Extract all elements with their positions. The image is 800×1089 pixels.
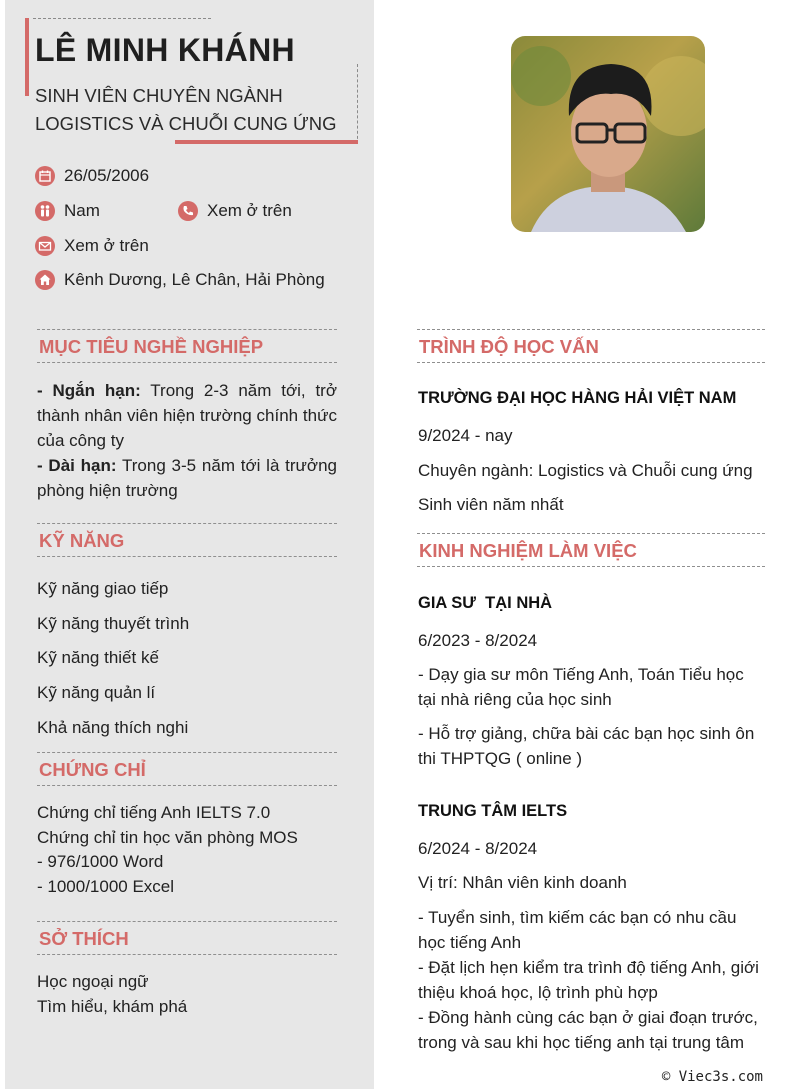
accent-bar <box>175 140 358 144</box>
contact-phone <box>178 201 292 221</box>
objective-text <box>37 378 337 503</box>
job-bullet: - Tuyển sinh, tìm kiếm các bạn có nhu cầu học tiếng Anh <box>418 908 737 952</box>
objective-long-label: - Dài hạn: <box>37 456 117 475</box>
envelope-icon <box>35 236 55 256</box>
home-icon <box>35 270 55 290</box>
job-bullet: - Đồng hành cùng các bạn ở giai đoạn trước, trong và sau khi học tiếng anh tại trung tâm <box>418 1008 758 1052</box>
list-item: Chứng chỉ tiếng Anh IELTS 7.0 <box>37 803 271 822</box>
list-item: - 1000/1000 Excel <box>37 877 175 897</box>
full-name: LÊ MINH KHÁNH <box>35 32 295 68</box>
job-bullet: - Hỗ trợ giảng, chữa bài các bạn học sinh ôn thi THPTQG ( online ) <box>418 724 755 768</box>
education-status: Sinh viên năm nhất <box>418 495 564 514</box>
job-title-line1: SINH VIÊN CHUYÊN NGÀNH <box>35 85 283 106</box>
accent-bar <box>25 18 29 96</box>
contact-email <box>35 236 149 256</box>
email-value: Xem ở trên <box>64 236 149 255</box>
contact-gender <box>35 201 100 221</box>
experience-heading-text: KINH NGHIỆM LÀM VIỆC <box>419 540 637 561</box>
certificates-heading <box>37 752 337 786</box>
phone-value: Xem ở trên <box>207 201 292 220</box>
list-item: Tìm hiểu, khám phá <box>37 996 188 1016</box>
objective-heading-text: MỤC TIÊU NGHỀ NGHIỆP <box>39 336 264 357</box>
phone-icon <box>178 201 198 221</box>
name-header <box>25 18 358 144</box>
job-bullet: - Đặt lịch hẹn kiểm tra trình độ tiếng Anh, giới thiệu khoá học, lộ trình phù hợp <box>418 958 759 1002</box>
list-item: Kỹ năng giao tiếp <box>37 579 169 598</box>
contact-address <box>35 270 325 290</box>
calendar-icon <box>35 166 55 186</box>
list-item: Kỹ năng thuyết trình <box>37 613 190 633</box>
education-heading <box>417 329 765 363</box>
skills-heading-text: KỸ NĂNG <box>39 530 125 551</box>
job-period: 6/2023 - 8/2024 <box>418 631 538 650</box>
job-title: GIA SƯ TẠI NHÀ <box>418 594 553 612</box>
certificates-heading-text: CHỨNG CHỈ <box>39 759 146 780</box>
hobbies-list <box>37 970 337 1019</box>
contact-birthday <box>35 166 149 186</box>
list-item: Kỹ năng quản lí <box>37 683 156 703</box>
education-heading-text: TRÌNH ĐỘ HỌC VẤN <box>419 336 599 357</box>
job-title: TRUNG TÂM IELTS <box>418 802 568 820</box>
hobbies-heading-text: SỞ THÍCH <box>39 928 129 949</box>
hobbies-heading <box>37 921 337 955</box>
list-item: Khả năng thích nghi <box>37 717 189 737</box>
skills-heading <box>37 523 337 557</box>
objective-short <box>37 378 337 453</box>
objective-long <box>37 453 337 503</box>
experience-heading <box>417 533 765 567</box>
list-item: Học ngoại ngữ <box>37 972 149 991</box>
skills-list <box>37 572 337 746</box>
job-period: 6/2024 - 8/2024 <box>418 839 538 858</box>
gender-value: Nam <box>64 201 100 220</box>
gender-icon <box>35 201 55 221</box>
job-bullet: - Dạy gia sư môn Tiếng Anh, Toán Tiểu học tại nhà riêng của học sinh <box>418 665 744 709</box>
footer-credit: © Viec3s.com <box>661 1069 763 1085</box>
list-item: Kỹ năng thiết kế <box>37 648 159 668</box>
job-bullets <box>418 905 766 1055</box>
divider <box>357 64 358 144</box>
job-title <box>35 82 337 138</box>
education-major: Chuyên ngành: Logistics và Chuỗi cung ứng <box>418 461 753 480</box>
birthday-value: 26/05/2006 <box>64 166 150 185</box>
objective-long-text: Trong 3-5 năm tới là trưởng phòng hiện trường <box>37 456 337 500</box>
education-period: 9/2024 - nay <box>418 426 513 445</box>
address-value: Kênh Dương, Lê Chân, Hải Phòng <box>64 270 325 289</box>
divider <box>33 18 211 19</box>
list-item: - 976/1000 Word <box>37 852 164 872</box>
list-item: Chứng chỉ tin học văn phòng MOS <box>37 827 298 847</box>
objective-short-text: Trong 2-3 năm tới, trở thành nhân viên hiện trường chính thức của công ty <box>37 381 337 450</box>
objective-heading <box>37 329 337 363</box>
school-name: TRƯỜNG ĐẠI HỌC HÀNG HẢI VIỆT NAM <box>418 389 737 407</box>
objective-short-label: - Ngắn hạn: <box>37 381 141 400</box>
job-title-line2: LOGISTICS VÀ CHUỖI CUNG ỨNG <box>35 113 337 134</box>
job-role: Vị trí: Nhân viên kinh doanh <box>418 873 627 892</box>
profile-photo <box>511 36 705 232</box>
certificates-list <box>37 801 337 900</box>
